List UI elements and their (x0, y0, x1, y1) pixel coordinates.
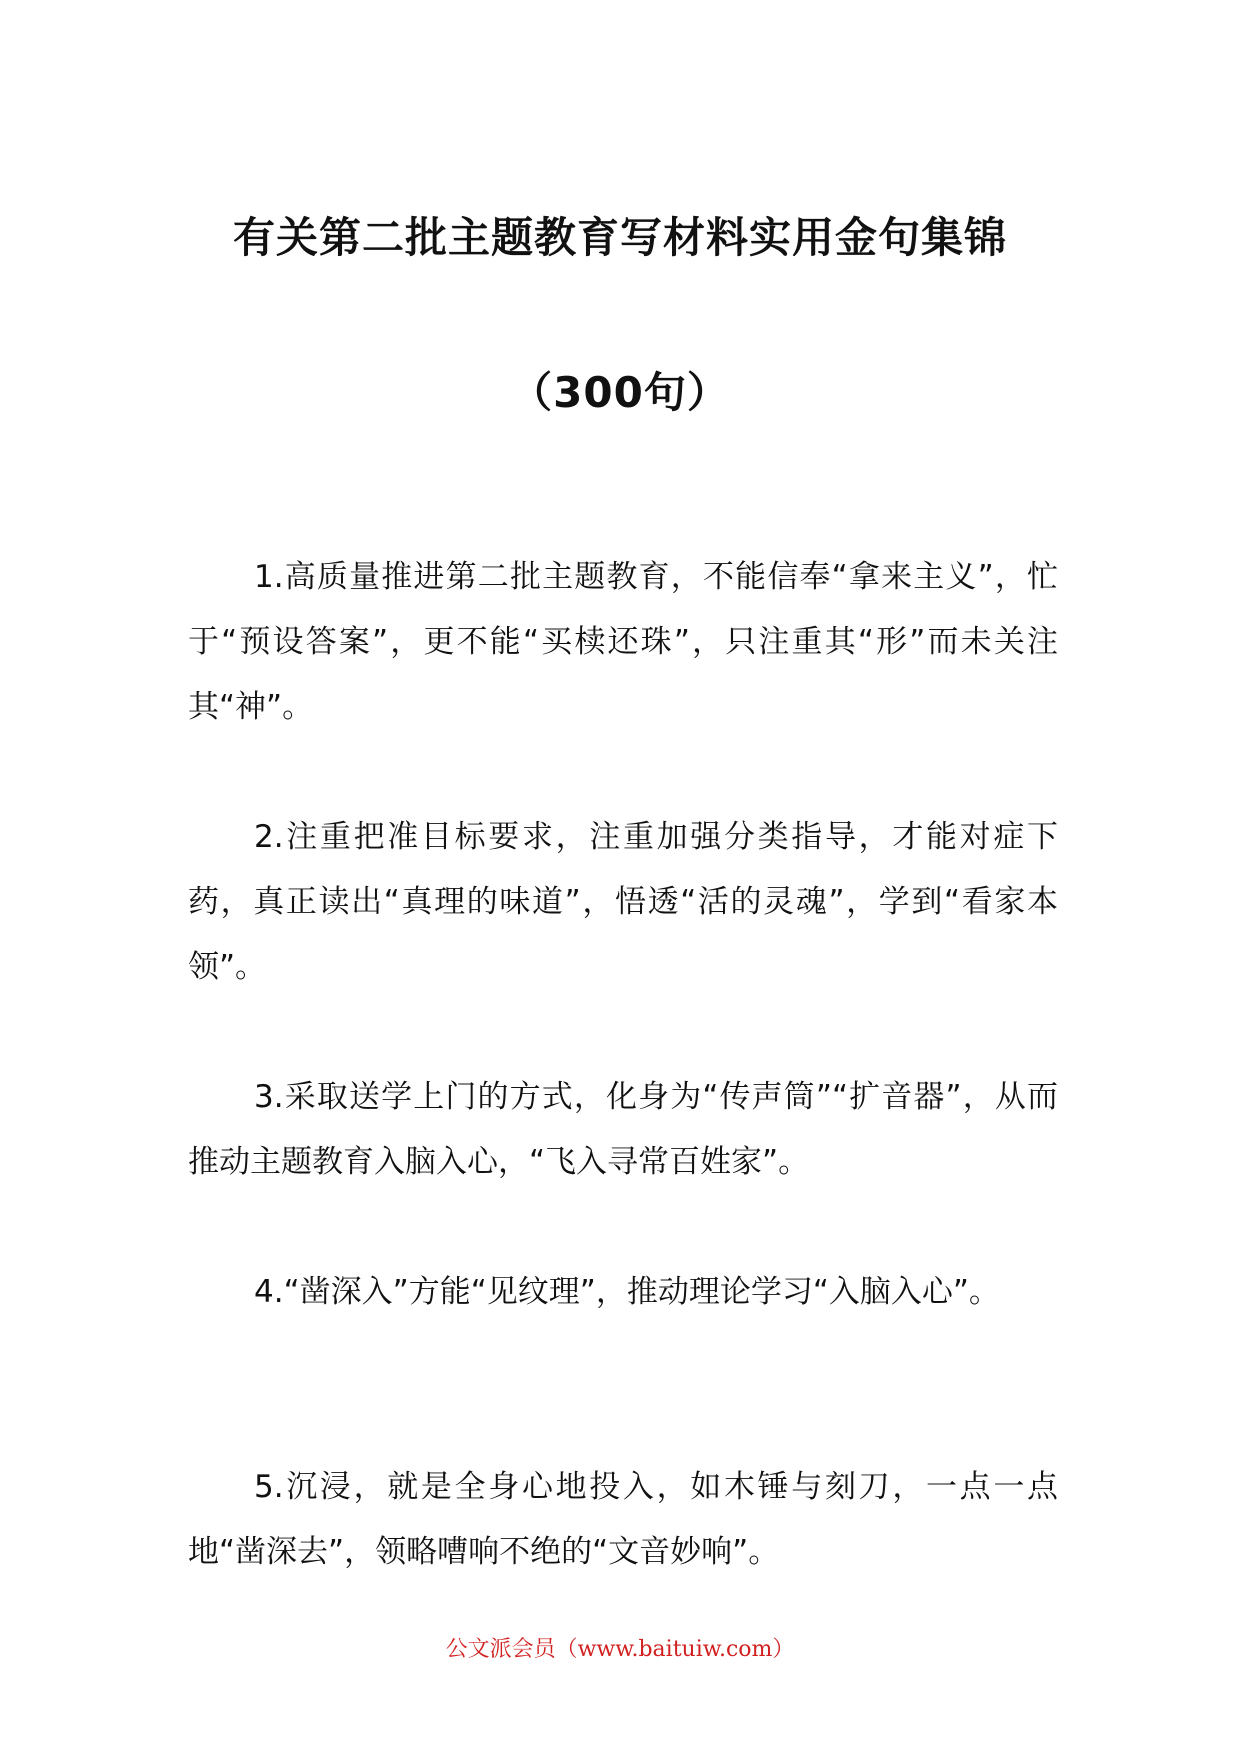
footer-watermark: 公文派会员（www.baituiw.com） (445, 1637, 795, 1662)
paragraph-2: 2.注重把准目标要求，注重加强分类指导，才能对症下药，真正读出“真理的味道”，悟透“活的灵魂”，学到“看家本领”。 (188, 819, 1058, 985)
paragraph-1: 1.高质量推进第二批主题教育，不能信奉“拿来主义”，忙于“预设答案”，更不能“买椟还珠”，只注重其“形”而未关注其“神”。 (188, 559, 1058, 725)
paragraph-3: 3.采取送学上门的方式，化身为“传声筒”“扩音器”，从而推动主题教育入脑入心，“飞入寻常百姓家”。 (188, 1079, 1058, 1180)
paragraph-4: 4.“凿深入”方能“见纹理”，推动理论学习“入脑入心”。 (254, 1274, 1000, 1310)
document-title: 有关第二批主题教育写材料实用金句集锦 (232, 213, 1007, 262)
paragraph-5: 5.沉浸，就是全身心地投入，如木锤与刻刀，一点一点地“凿深去”，领略嘈响不绝的“文音妙响”。 (188, 1469, 1058, 1570)
document-subtitle-count: （300句） (510, 368, 730, 417)
